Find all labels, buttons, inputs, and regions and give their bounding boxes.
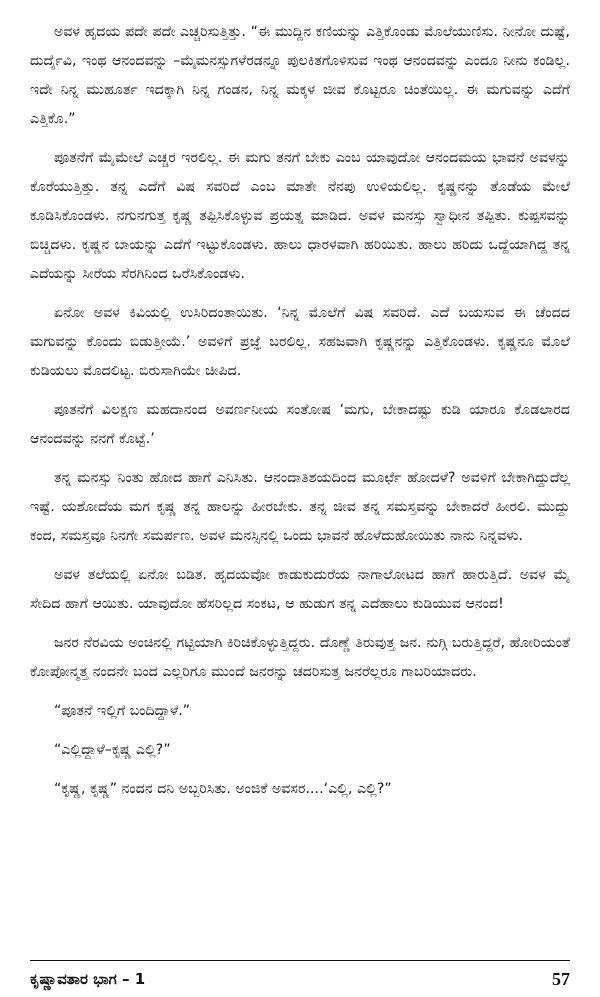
paragraph-10: “ಕೃಷ್ಣ, ಕೃಷ್ಣ” ನಂದನ ದನಿ ಅಬ್ಬರಿಸಿತು. ಅಂಜಿಕೆ ಅವಸರ....‘ಎಲ್ಲಿ, ಎಲ್ಲಿ?” <box>54 781 392 797</box>
page-body <box>30 18 570 814</box>
footer-rule <box>30 960 570 961</box>
page-number: 57 <box>552 968 570 989</box>
paragraph-9: “ಎಲ್ಲಿದ್ದಾಳೆ–ಕೃಷ್ಣ ಎಲ್ಲಿ?” <box>54 742 171 758</box>
page-footer <box>30 966 570 992</box>
paragraph-1: ಅವಳ ಹೃದಯ ಪದೇ ಪದೇ ಎಚ್ಚರಿಸುತ್ತಿತ್ತು. “ಈ ಮುದ್ದಿನ ಕಣಿಯನ್ನು ಎತ್ತಿಕೊಂಡು ಮೊಲೆಯುಣಿಸು. ನೀನೋ ದುಷ್ಟೆ, ದುರ್ದೈವಿ, ಇಂಥ ಆನಂದವನ್ನು –ಮೈಮನಸ್ಸುಗಳೆರಡನ್ನೂ ಪುಲಕಿತಗೊಳಿಸುವ ಇಂಥ ಆನಂದವನ್ನು ಎಂದೂ ನೀನು ಕಂಡಿಲ್ಲ. ಇದೇ ನಿನ್ನ ಮುಹೂರ್ತ ಇದಕ್ಕಾಗಿ ನಿನ್ನ ಗಂಡನ, ನಿನ್ನ ಮಕ್ಕಳ ಜೀವ ಕೊಟ್ಟರೂ ಚಿಂತೆಯಿಲ್ಲ. ಈ ಮಗುವನ್ನು ಎದೆಗೆ ಎತ್ತಿಕೊ.” <box>30 24 570 127</box>
book-title: ಕೃಷ್ಣಾವತಾರ ಭಾಗ – 1 <box>30 970 146 988</box>
paragraph-5: ತನ್ನ ಮನಸ್ಸು ನಿಂತು ಹೋದ ಹಾಗೆ ಎನಿಸಿತು. ಆನಂದಾತಿಶಯದಿಂದ ಮೂರ್ಛೆ ಹೋದಳೆ? ಅವಳಿಗೆ ಬೇಕಾಗಿದ್ದುದೆಲ್ಲ ಇಷ್ಟೆ. ಯಶೋದೆಯ ಮಗ ಕೃಷ್ಣ ತನ್ನ ಹಾಲನ್ನು ಹೀರಬೇಕು. ತನ್ನ ಜೀವ ತನ್ನ ಸಮಸ್ತವನ್ನು ಬೇಕಾದರೆ ಹೀರಲಿ. ಮುದ್ದು ಕಂದ, ಸಮಸ್ತವೂ ನಿನಗೇ ಸಮರ್ಪಣ. ಅವಳ ಮನಸ್ಸಿನಲ್ಲಿ ಒಂದು ಭಾವನೆ ಹೊಳೆದುಹೋಯಿತು ನಾನು ನಿನ್ನವಳು. <box>30 470 570 544</box>
paragraph-8: “ಪೂತನೆ ಇಲ್ಲಿಗೆ ಬಂದಿದ್ದಾಳೆ.” <box>54 703 191 719</box>
paragraph-7: ಜನರ ನೆರವಿಯ ಅಂಚಿನಲ್ಲಿ ಗಟ್ಟಿಯಾಗಿ ಕಿರಿಚಿಕೊಳ್ಳುತ್ತಿದ್ದರು. ದೊಣ್ಣೆ ತಿರುವುತ್ತ ಜನ. ನುಗ್ಗಿ ಬರುತ್ತಿದ್ದರೆ, ಹೋರಿಯಂತೆ ಕೋಪೋನ್ಮತ್ತ ನಂದನೇ ಬಂದ ಎಲ್ಲರಿಗೂ ಮುಂದೆ ಜನರನ್ನು ಚದರಿಸುತ್ತ ಜನರೆಲ್ಲರೂ ಗಾಬರಿಯಾದರು. <box>30 635 570 680</box>
book-page <box>30 18 570 993</box>
paragraph-3: ಏನೋ ಅವಳ ಕಿವಿಯಲ್ಲಿ ಉಸಿರಿದಂತಾಯಿತು. ‘ನಿನ್ನ ಮೊಲೆಗೆ ವಿಷ ಸವರಿದೆ. ಎದೆ ಬಯಸುವ ಈ ಚೆಂದದ ಮಗುವನ್ನು ಕೊಂದು ಬಿಡುತ್ತೀಯೆ.’ ಅವಳಿಗೆ ಪ್ರಜ್ಞೆ ಬರಲಿಲ್ಲ. ಸಹಜವಾಗಿ ಕೃಷ್ಣನನ್ನು ಎತ್ತಿಕೊಂಡಳು. ಕೃಷ್ಣನೂ ಮೊಲೆ ಕುಡಿಯಲು ಮೊದಲಿಟ್ಟ. ಬಿರುಸಾಗಿಯೇ ಚೀಪಿದ. <box>30 305 570 379</box>
paragraph-2: ಪೂತನೆಗೆ ಮೈಮೇಲೆ ಎಚ್ಚರ ಇರಲಿಲ್ಲ. ಈ ಮಗು ತನಗೆ ಬೇಕು ಎಂಬ ಯಾವುದೋ ಆನಂದಮಯ ಭಾವನೆ ಅವಳನ್ನು ಕೊರೆಯುತ್ತಿತ್ತು. ತನ್ನ ಎದೆಗೆ ವಿಷ ಸವರಿದೆ ಎಂಬ ಮಾತೇ ನೆನಪು ಉಳಿಯಲಿಲ್ಲ. ಕೃಷ್ಣನನ್ನು ತೊಡೆಯ ಮೇಲೆ ಕೂಡಿಸಿಕೊಂಡಳು. ನಗುನಗುತ್ತ ಕೃಷ್ಣ ತಪ್ಪಿಸಿಕೊಳ್ಳುವ ಪ್ರಯತ್ನ ಮಾಡಿದ. ಅವಳ ಮನಸ್ಸು ಸ್ವಾಧೀನ ತಪ್ಪಿತು. ಕುಪ್ಪಸವನ್ನು ಬಿಚ್ಚಿದಳು. ಕೃಷ್ಣನ ಬಾಯನ್ನು ಎದೆಗೆ ಇಟ್ಟುಕೊಂಡಳು. ಹಾಲು ಧಾರಳವಾಗಿ ಹರಿಯಿತು. ಹಾಲು ಹರಿದು ಒದ್ದೆಯಾಗಿದ್ದ ತನ್ನ ಎದೆಯನ್ನು ಸೀರೆಯ ಸೆರಗಿನಿಂದ ಒರೆಸಿಕೊಂಡಳು. <box>30 150 570 282</box>
paragraph-6: ಅವಳ ತಲೆಯಲ್ಲಿ ಏನೋ ಬಡಿತ. ಹೃದಯವೋ ಕಾಡುಕುದುರೆಯ ನಾಗಾಲೋಟದ ಹಾಗೆ ಹಾರುತ್ತಿದೆ. ಅವಳ ಮೈ ಸೇದಿದ ಹಾಗೆ ಆಯಿತು. ಯಾವುದೋ ಹೆಸರಿಲ್ಲದ ಸಂಕಟ, ಆ ಹುಡುಗ ತನ್ನ ಎದೆಹಾಲು ಕುಡಿಯುವ ಆನಂದ! <box>30 567 570 612</box>
paragraph-4: ಪೂತನೆಗೆ ವಿಲಕ್ಷಣ ಮಹದಾನಂದ ಅವರ್ಣನೀಯ ಸಂತೋಷ ‘ಮಗು, ಬೇಕಾದಷ್ಟು ಕುಡಿ ಯಾರೂ ಕೊಡಲಾರದ ಆನಂದವನ್ನು ನನಗೆ ಕೊಟ್ಟೆ.’ <box>30 402 570 447</box>
